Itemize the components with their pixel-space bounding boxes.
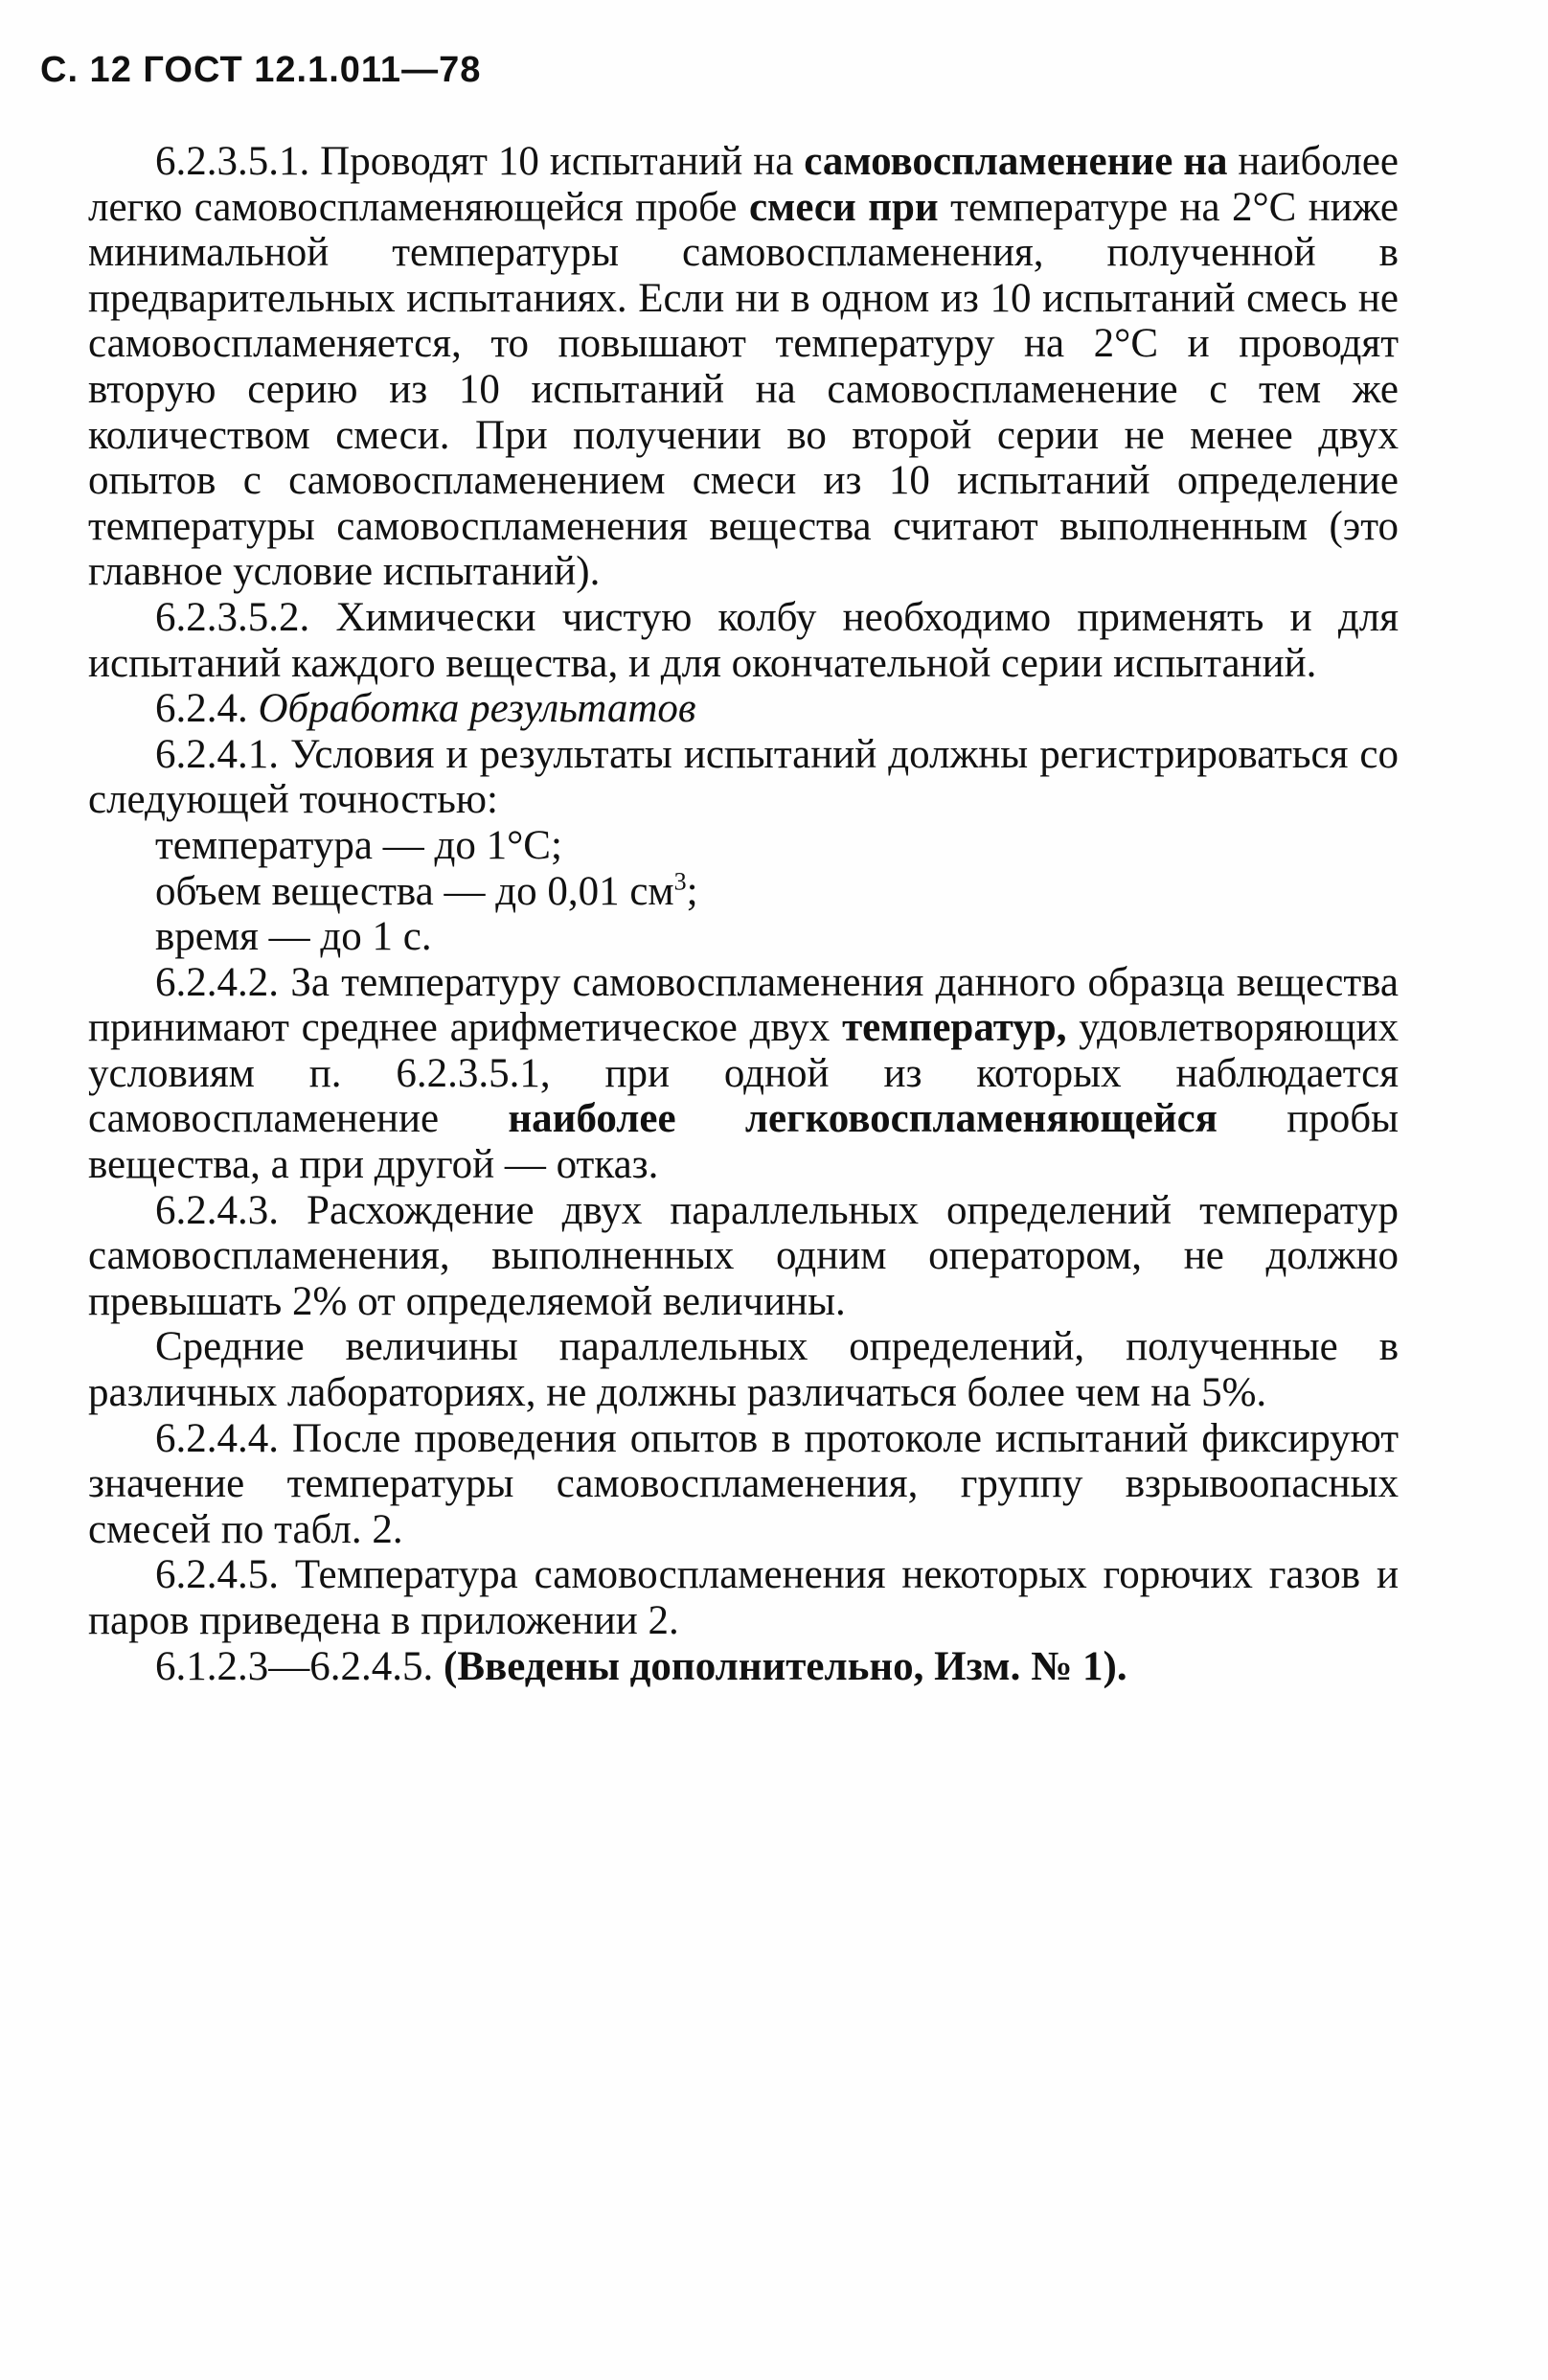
list-item-time: время — до 1 с.: [155, 914, 432, 960]
paragraph-6-2-4-1: 6.2.4.1. Условия и результаты испытаний должны регистрироваться со следующей точностью:: [88, 731, 1399, 823]
section-heading-6-2-4: [88, 686, 1399, 732]
section-title: Обработка результатов: [258, 686, 696, 732]
section-number: 6.2.4.: [155, 686, 259, 732]
p1-text-b: самовоспламенение на: [804, 139, 1228, 184]
paragraph-6-2-4-2: [88, 960, 1399, 1188]
volume-end: ;: [686, 868, 698, 914]
p5-text-e: пробы вещества, а при другой — отказ.: [88, 1096, 1399, 1188]
paragraph-6-2-4-5: 6.2.4.5. Температура самовоспламенения некоторых горючих газов и паров приведена в приложении 2.: [88, 1552, 1399, 1643]
paragraph-average-values: Средние величины параллельных определений, полученные в различных лабораториях, не должны различаться более чем на 5%.: [88, 1324, 1399, 1416]
list-item-volume: [88, 869, 1399, 915]
p1-text-a: 6.2.3.5.1. Проводят 10 испытаний на: [155, 139, 805, 184]
p5-text-b: температур,: [842, 1005, 1067, 1051]
amendment-range: 6.1.2.3—6.2.4.5.: [155, 1643, 444, 1689]
paragraph-6-2-4-4: 6.2.4.4. После проведения опытов в протоколе испытаний фиксируют значение температуры самовоспламенения, группу взрывоопасных смесей по табл. 2.: [88, 1415, 1399, 1552]
paragraph-amendment-note: [88, 1644, 1399, 1690]
document-body: [88, 139, 1399, 1689]
p1-text-d: смеси при: [748, 184, 939, 230]
list-item-temperature: температура — до 1°С;: [155, 822, 562, 868]
amendment-text: (Введены дополнительно, Изм. № 1).: [444, 1643, 1127, 1689]
paragraph-6-2-3-5-1: [88, 139, 1399, 595]
volume-text: объем вещества — до 0,01 см: [155, 868, 674, 914]
p5-text-c: удовлетворяющих условиям п. 6.2.3.5.1, при одной из которых наблюдается самовоспламенение: [88, 1005, 1399, 1142]
paragraph-6-2-3-5-2: 6.2.3.5.2. Химически чистую колбу необходимо применять и для испытаний каждого вещества, и для окончательной серии испытаний.: [88, 594, 1399, 686]
volume-superscript: 3: [673, 867, 687, 896]
p1-text-c: наиболее легко самовоспламеняющейся пробе: [88, 139, 1399, 230]
p5-text-d: наиболее легковоспламеняющейся: [508, 1096, 1218, 1142]
p1-text-e: температуре на 2°С ниже минимальной температуры самовоспламенения, полученной в предварительных испытаниях. Если ни в одном из 10 испытаний смесь не самовоспламеняется, то повышают температуру на 2°С и проводят вторую серию из 10 испытаний на самовоспламенение с тем же количеством смеси. При получении во второй серии не менее двух опытов с самовоспламенением смеси из 10 испытаний определение температуры самовоспламенения вещества считают выполненным (это главное условие испытаний).: [88, 184, 1399, 595]
paragraph-6-2-4-3: 6.2.4.3. Расхождение двух параллельных определений температур самовоспламенения, выполненных одним оператором, не должно превышать 2% от определяемой величины.: [88, 1187, 1399, 1324]
p5-text-a: 6.2.4.2. За температуру самовоспламенения данного образца вещества принимают среднее арифметическое двух: [88, 959, 1399, 1051]
page-header: С. 12 ГОСТ 12.1.011—78: [40, 50, 482, 90]
